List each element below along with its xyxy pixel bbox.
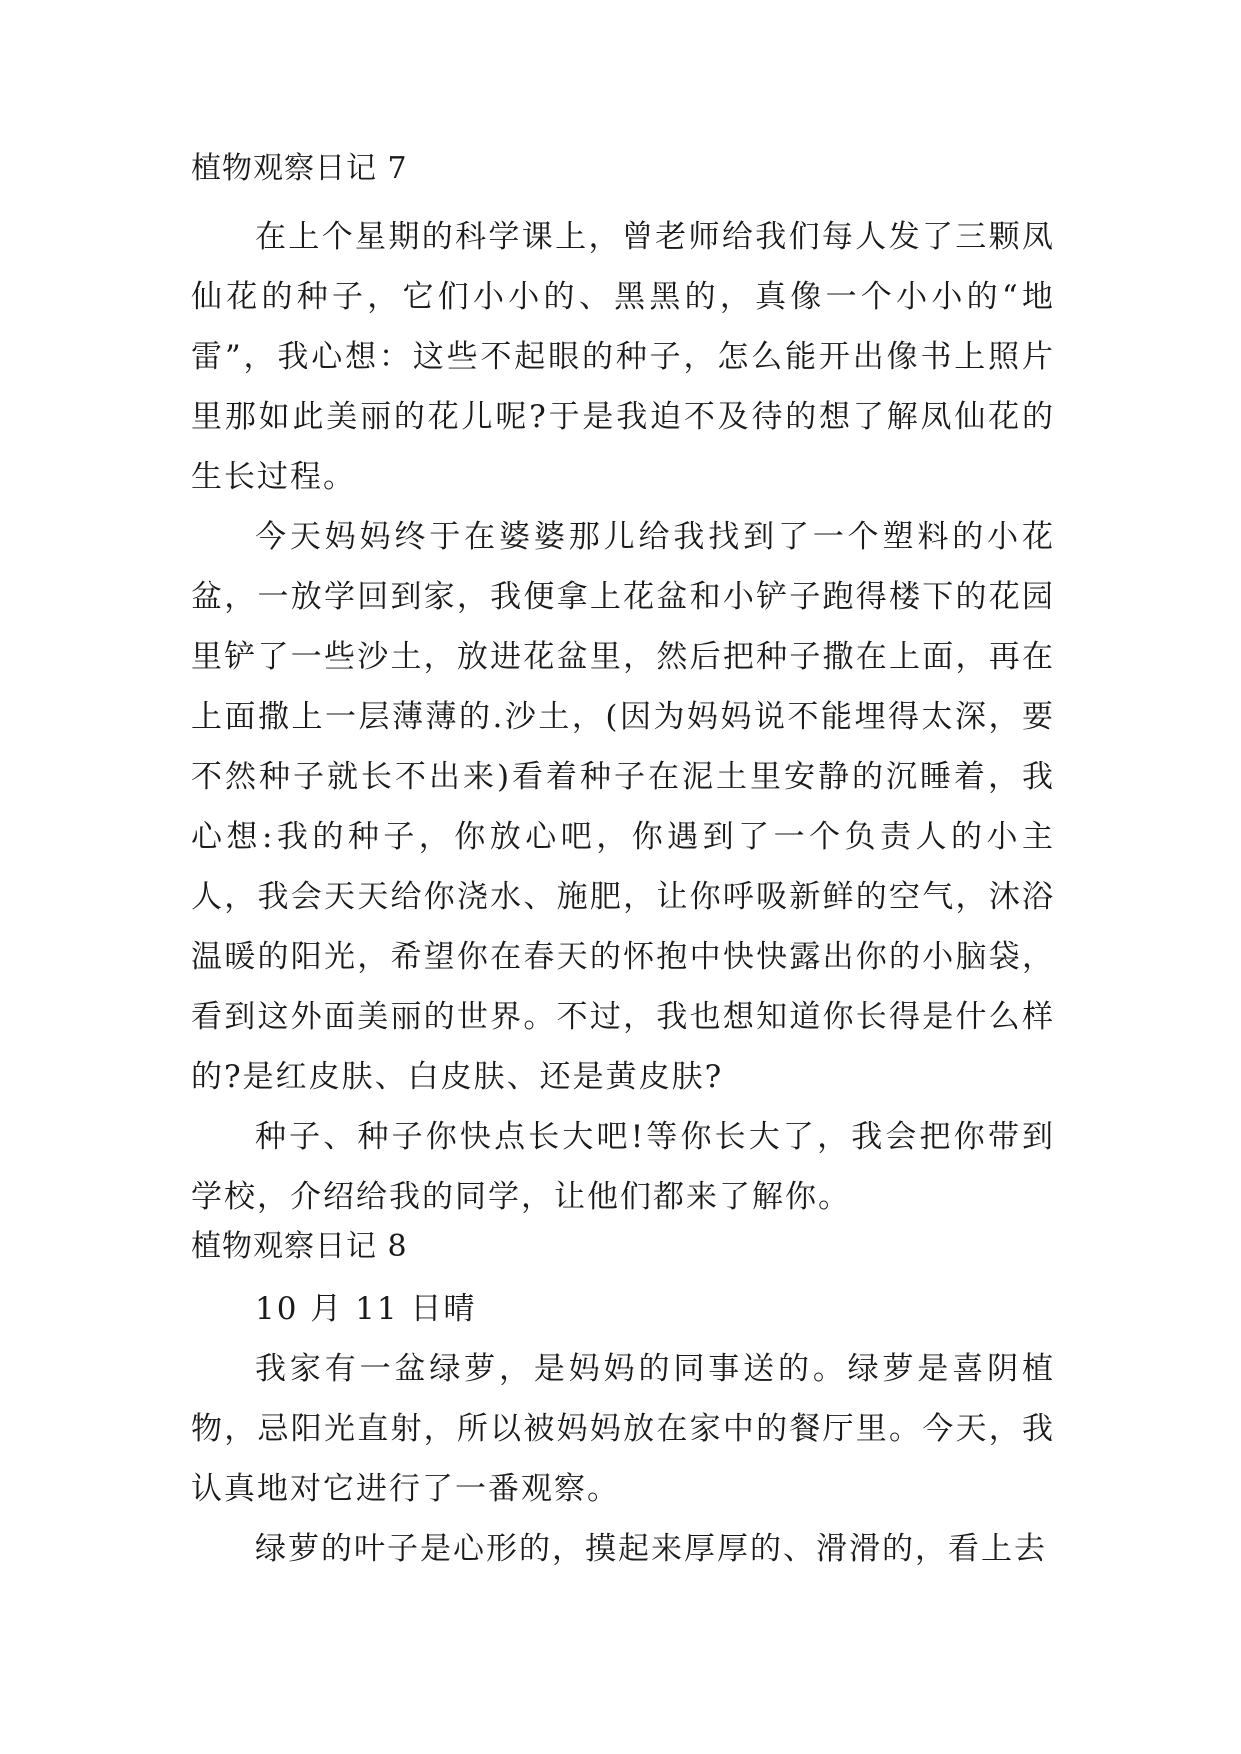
document-page [191,151,1055,1579]
section-title: 植物观察日记 7 [191,151,408,186]
section-title: 植物观察日记 8 [191,1229,408,1264]
paragraph: 种子、种子你快点长大吧!等你长大了，我会把你带到学校，介绍给我的同学，让他们都来了解你。 [191,1119,1055,1215]
paragraph: 在上个星期的科学课上，曾老师给我们每人发了三颗凤仙花的种子，它们小小的、黑黑的，真像一个小小的“地雷”，我心想：这些不起眼的种子，怎么能开出像书上照片里那如此美丽的花儿呢?于是我迫不及待的想了解凤仙花的生长过程。 [191,219,1055,495]
paragraph: 我家有一盆绿萝，是妈妈的同事送的。绿萝是喜阴植物，忌阳光直射，所以被妈妈放在家中的餐厅里。今天，我认真地对它进行了一番观察。 [191,1351,1055,1507]
paragraph: 绿萝的叶子是心形的，摸起来厚厚的、滑滑的，看上去 [255,1531,1047,1567]
diary-date: 10 月 11 日晴 [255,1291,477,1327]
paragraph: 今天妈妈终于在婆婆那儿给我找到了一个塑料的小花盆，一放学回到家，我便拿上花盆和小铲子跑得楼下的花园里铲了一些沙土，放进花盆里，然后把种子撒在上面，再在上面撒上一层薄薄的.沙土，(因为妈妈说不能埋得太深，要不然种子就长不出来)看着种子在泥土里安静的沉睡着，我心想:我的种子，你放心吧，你遇到了一个负责人的小主人，我会天天给你浇水、施肥，让你呼吸新鲜的空气，沐浴温暖的阳光，希望你在春天的怀抱中快快露出你的小脑袋，看到这外面美丽的世界。不过，我也想知道你长得是什么样的?是红皮肤、白皮肤、还是黄皮肤? [191,519,1055,1095]
